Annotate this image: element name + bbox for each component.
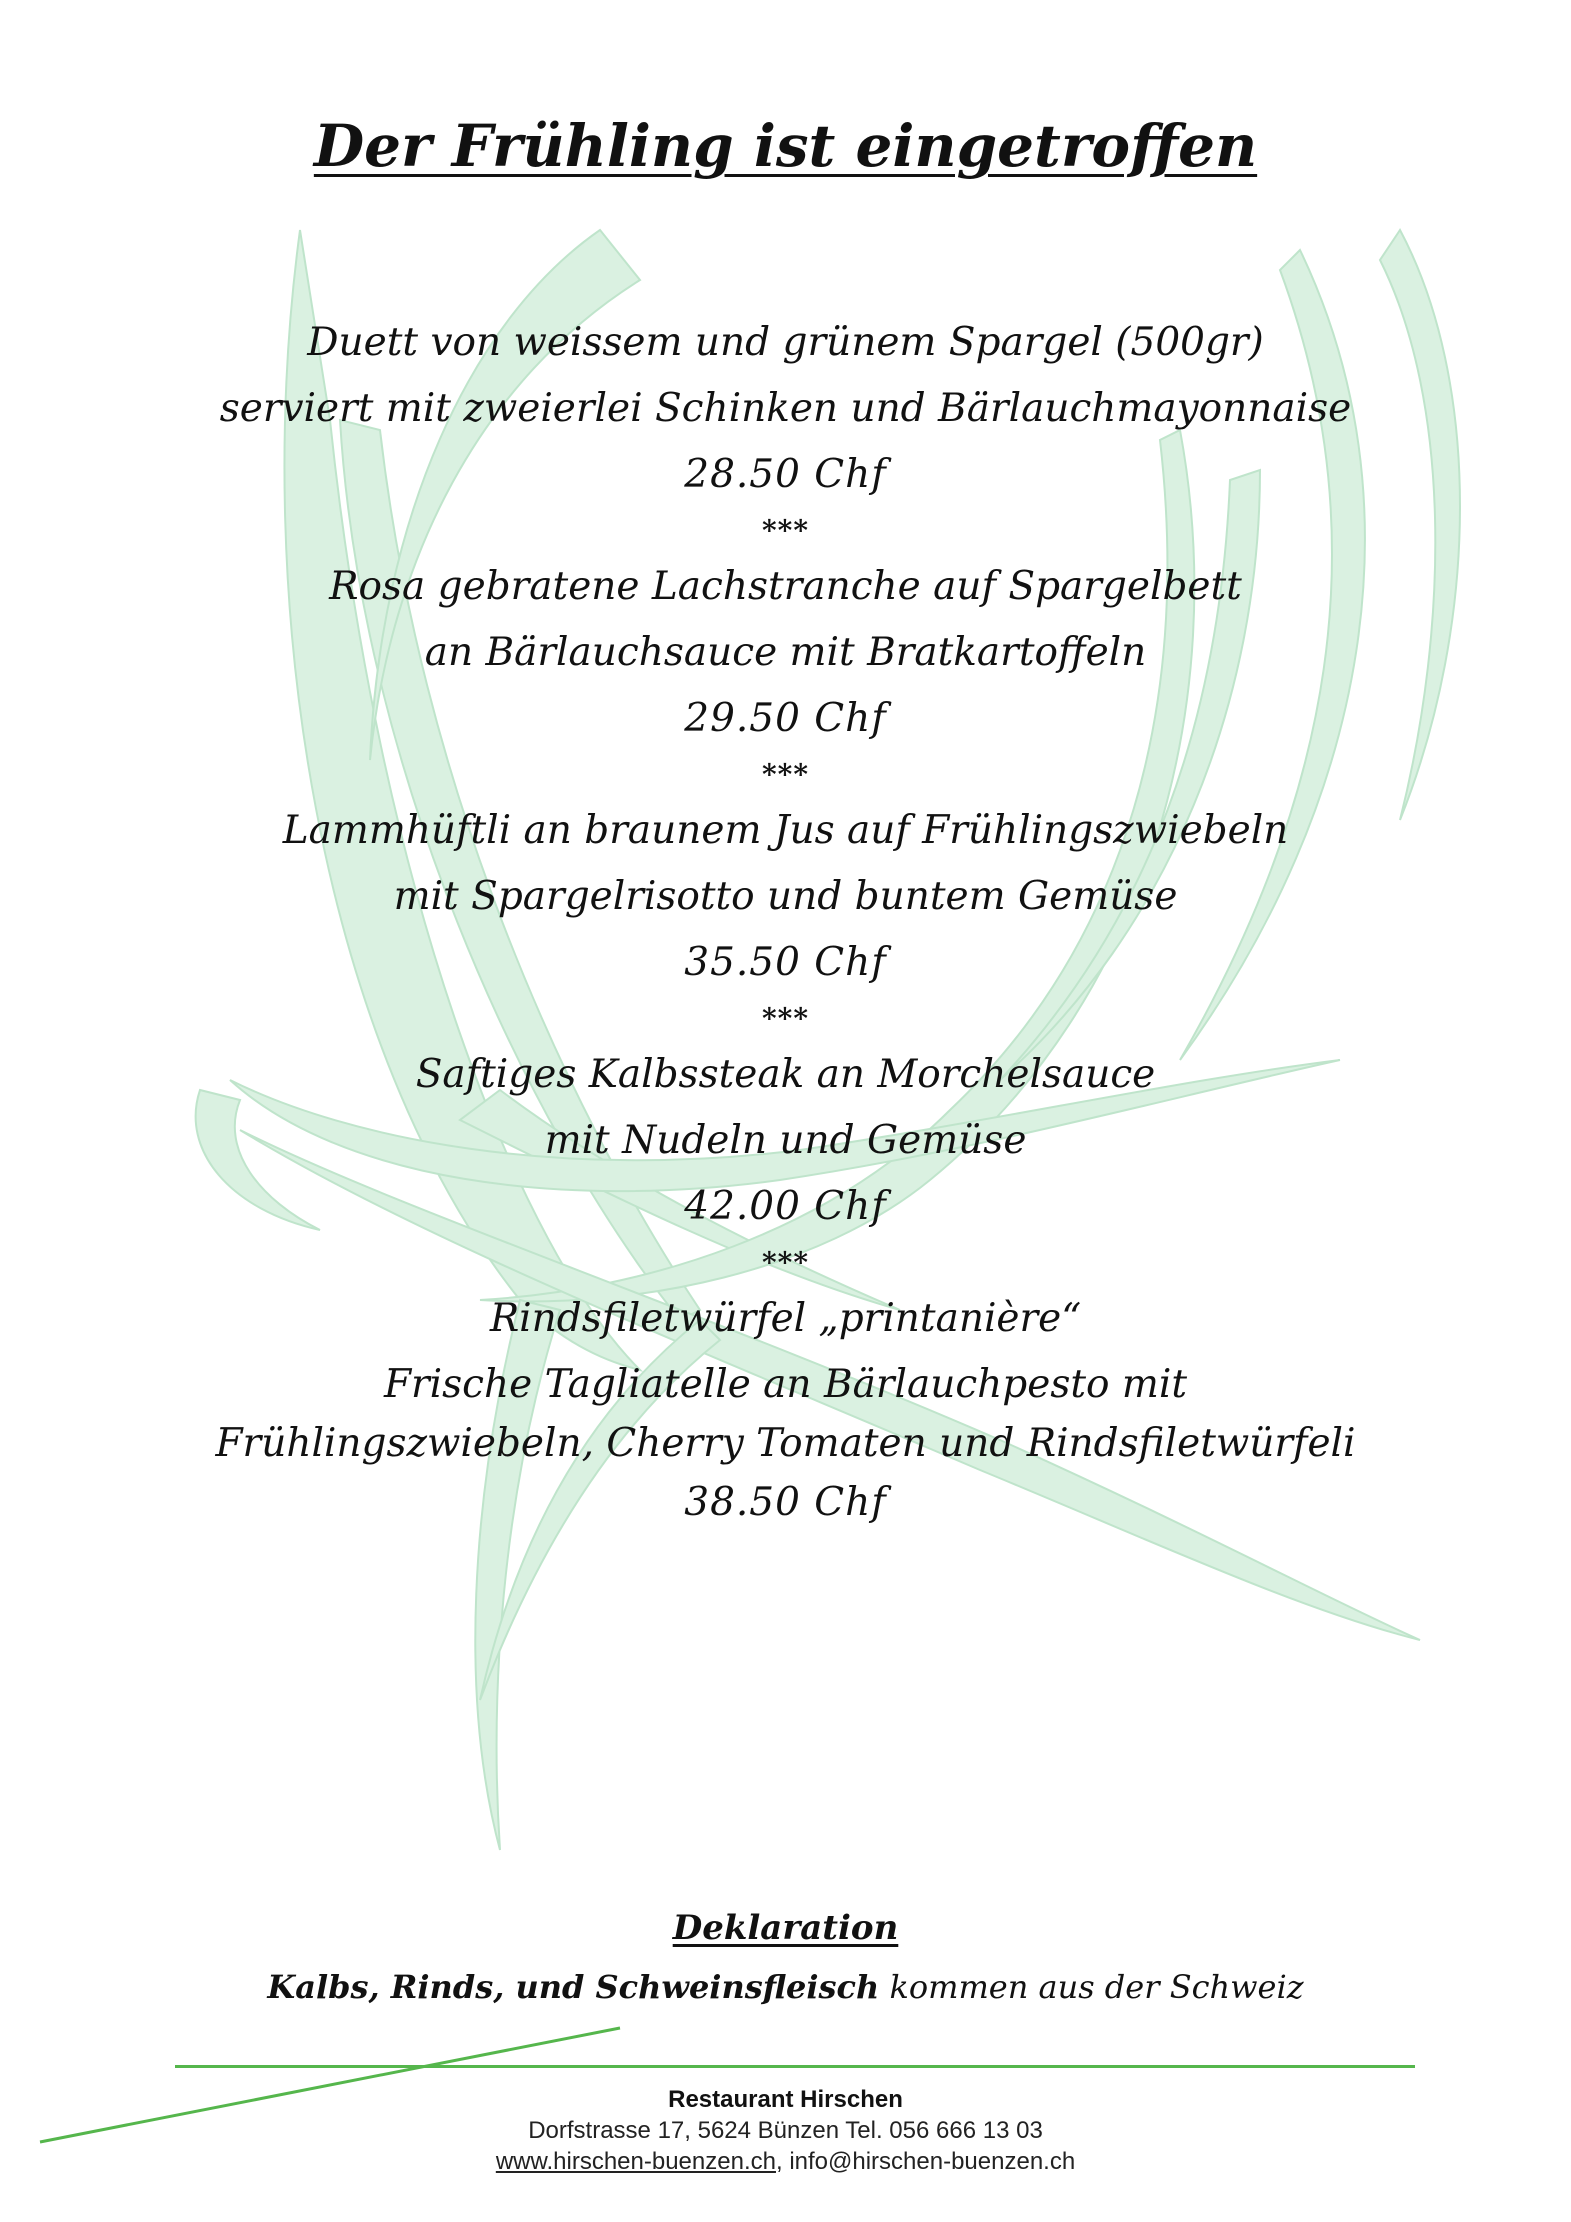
- contact-separator: ,: [775, 2148, 790, 2175]
- email-address[interactable]: info@hirschen-buenzen.ch: [789, 2148, 1076, 2175]
- declaration-origin: kommen aus der Schweiz: [879, 1968, 1304, 2006]
- page-title: Der Frühling ist eingetroffen: [313, 112, 1258, 180]
- separator: ***: [762, 514, 809, 547]
- dish-description-line: Rindsfiletwürfel „printanière“: [489, 1296, 1082, 1341]
- separator: ***: [762, 1246, 809, 1279]
- dish-price: 42.00 Chf: [684, 1184, 887, 1229]
- menu-item-2: [0, 554, 1571, 798]
- separator: ***: [762, 1002, 809, 1035]
- dish-price: 29.50 Chf: [684, 696, 887, 741]
- menu-item-5: [0, 1286, 1571, 1536]
- dish-description-line: an Bärlauchsauce mit Bratkartoffeln: [424, 630, 1147, 675]
- declaration-title: Deklaration: [672, 1908, 899, 1948]
- dish-description-line: Lammhüftli an braunem Jus auf Frühlingszwiebeln: [282, 808, 1289, 853]
- declaration-text: [0, 1968, 1571, 2006]
- dish-description-line: mit Nudeln und Gemüse: [544, 1118, 1027, 1163]
- dish-description-line: Saftiges Kalbssteak an Morchelsauce: [415, 1052, 1156, 1097]
- footer: [0, 2084, 1571, 2177]
- restaurant-name: Restaurant Hirschen: [668, 2086, 903, 2113]
- dish-description-line: Rosa gebratene Lachstranche auf Spargelbett: [329, 564, 1242, 609]
- website-link[interactable]: www.hirschen-buenzen.ch: [495, 2148, 776, 2175]
- footer-divider: [175, 2065, 1415, 2068]
- dish-description-line: serviert mit zweierlei Schinken und Bärlauchmayonnaise: [219, 386, 1352, 431]
- dish-price: 28.50 Chf: [684, 452, 887, 497]
- dish-price: 38.50 Chf: [684, 1480, 887, 1525]
- contact-line: [0, 2146, 1571, 2177]
- menu-list: [0, 310, 1571, 1536]
- menu-item-3: [0, 798, 1571, 1042]
- declaration-meat-types: Kalbs, Rinds, und Schweinsfleisch: [267, 1968, 880, 2006]
- dish-description-line: Frühlingszwiebeln, Cherry Tomaten und Rindsfiletwürfeli: [215, 1421, 1356, 1466]
- dish-price: 35.50 Chf: [684, 940, 887, 985]
- dish-description-line: Frische Tagliatelle an Bärlauchpesto mit: [383, 1362, 1188, 1407]
- restaurant-address: Dorfstrasse 17, 5624 Bünzen Tel. 056 666 13 03: [528, 2117, 1043, 2144]
- menu-item-1: [0, 310, 1571, 554]
- separator: ***: [762, 758, 809, 791]
- dish-description-line: mit Spargelrisotto und buntem Gemüse: [393, 874, 1178, 919]
- menu-item-4: [0, 1042, 1571, 1286]
- dish-description-line: Duett von weissem und grünem Spargel (500gr): [307, 320, 1264, 365]
